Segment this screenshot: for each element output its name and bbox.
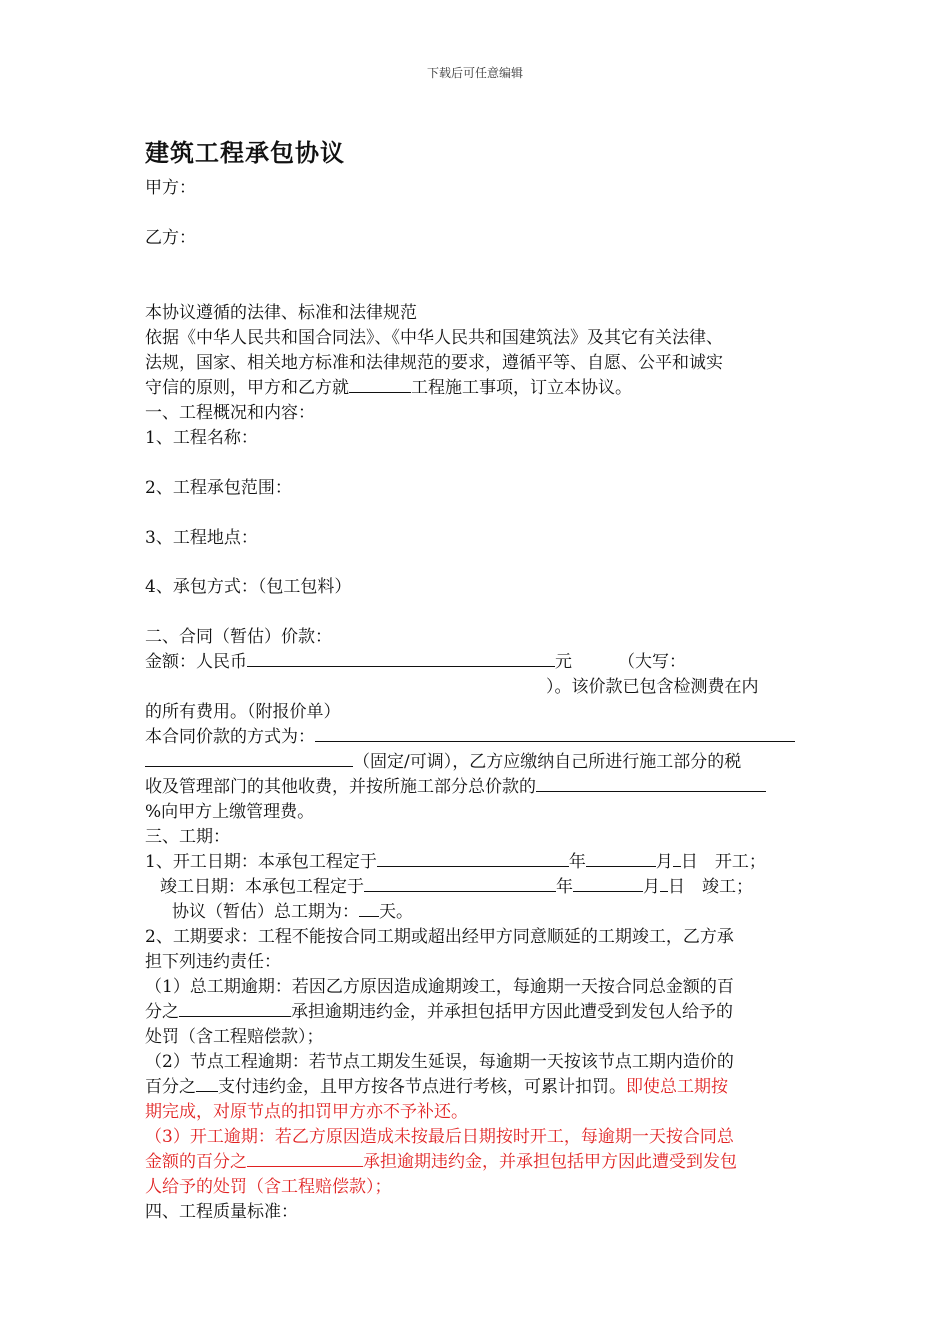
total-days-blank: [359, 900, 379, 917]
end-day-label: 日 竣工；: [668, 877, 753, 897]
price-method-blank: [315, 725, 795, 742]
penalty-2-percent-blank: [196, 1075, 218, 1092]
end-date-label: 竣工日期：本承包工程定于: [160, 877, 364, 897]
penalty-2-line-1: （2）节点工程逾期：若节点工期发生延误，每逾期一天按该节点工期内造价的: [145, 1052, 734, 1072]
price-method-text: （固定/可调），乙方应缴纳自己所进行施工部分的税: [353, 752, 742, 772]
item-project-name: 1、工程名称：: [145, 428, 258, 448]
project-name-blank: [349, 376, 411, 393]
requirement-line-1: 2、工期要求：工程不能按合同工期或超出经甲方同意顺延的工期竣工，乙方承: [145, 927, 734, 947]
end-year-label: 年: [556, 877, 573, 897]
total-duration-line: [172, 900, 413, 924]
price-method-blank-2: [145, 750, 353, 767]
total-duration-label: 协议（暂估）总工期为：: [172, 902, 359, 922]
section-4-heading: 四、工程质量标准：: [145, 1202, 298, 1222]
penalty-2-line-3: 期完成，对原节点的扣罚甲方亦不予补还。: [145, 1102, 468, 1122]
basis-line-3: [145, 376, 632, 400]
end-day-blank: [660, 875, 668, 892]
amount-blank: [247, 650, 555, 667]
start-month-label: 月: [655, 852, 673, 872]
amount-unit: 元: [555, 652, 572, 672]
end-month-label: 月: [643, 877, 660, 897]
penalty-1-line-2: [145, 1000, 733, 1024]
penalty-2-red-text: 即使总工期按: [626, 1077, 728, 1097]
end-date-line: [160, 875, 753, 899]
end-month-blank: [573, 875, 643, 892]
penalty-1-percent-blank: [179, 1000, 291, 1017]
penalty-2-line-2: [145, 1075, 728, 1099]
penalty-3-percent-blank: [247, 1150, 363, 1167]
price-method-line-2: [145, 750, 741, 774]
penalty-3-line-1: （3）开工逾期：若乙方原因造成未按最后日期按时开工，每逾期一天按合同总: [145, 1127, 734, 1147]
item-contract-scope: 2、工程承包范围：: [145, 478, 292, 498]
start-day-label: 日 开工；: [680, 852, 766, 872]
amount-line: [145, 650, 686, 674]
penalty-2-percent-label: 百分之: [145, 1077, 196, 1097]
amount-line-3: 的所有费用。（附报价单）: [145, 702, 341, 722]
penalty-2-text: 支付违约金，且甲方按各节点进行考核，可累计扣罚。: [218, 1077, 626, 1097]
start-month-blank: [586, 850, 656, 867]
end-year-blank: [364, 875, 556, 892]
fee-line-2: %向甲方上缴管理费。: [145, 802, 315, 822]
penalty-1-line-1: （1）总工期逾期：若因乙方原因造成逾期竣工，每逾期一天按合同总金额的百: [145, 977, 734, 997]
basis-line-3-start: 守信的原则，甲方和乙方就: [145, 378, 349, 398]
item-contract-method: 4、承包方式：（包工包料）: [145, 577, 352, 597]
penalty-3-text: 承担逾期违约金，并承担包括甲方因此遭受到发包: [363, 1152, 737, 1172]
document-title: 建筑工程承包协议: [145, 139, 345, 167]
section-3-heading: 三、工期：: [145, 827, 230, 847]
amount-capital-label: （大写：: [618, 652, 686, 672]
penalty-3-percent-label: 金额的百分之: [145, 1152, 247, 1172]
party-a-line: 甲方：: [145, 178, 196, 198]
section-1-heading: 一、工程概况和内容：: [145, 403, 315, 423]
price-method-label: 本合同价款的方式为：: [145, 727, 315, 747]
amount-line-2: ）。该价款已包含检测费在内: [546, 677, 759, 697]
fee-line: [145, 775, 766, 799]
fee-text: 收及管理部门的其他收费，并按所施工部分总价款的: [145, 777, 536, 797]
requirement-line-2: 担下列违约责任：: [145, 952, 281, 972]
start-year-label: 年: [568, 852, 586, 872]
fee-percent-blank: [536, 775, 766, 792]
price-method-line: [145, 725, 795, 749]
start-day-blank: [673, 850, 681, 867]
start-date-label: 1、开工日期：本承包工程定于: [145, 852, 377, 872]
total-days-unit: 天。: [379, 902, 413, 922]
penalty-1-line-3: 处罚（含工程赔偿款）；: [145, 1027, 324, 1047]
basis-line-3-end: 工程施工事项，订立本协议。: [411, 378, 632, 398]
header-note: 下载后可任意编辑: [426, 66, 523, 80]
item-project-location: 3、工程地点：: [145, 528, 258, 548]
section-2-heading: 二、合同（暂估）价款：: [145, 627, 332, 647]
penalty-1-text: 承担逾期违约金，并承担包括甲方因此遭受到发包人给予的: [291, 1002, 733, 1022]
party-b-line: 乙方：: [145, 228, 196, 248]
amount-label: 金额：人民币: [145, 652, 247, 672]
start-year-blank: [377, 850, 569, 867]
penalty-3-line-2: [145, 1150, 737, 1174]
basis-line-2: 法规，国家、相关地方标准和法律规范的要求，遵循平等、自愿、公平和诚实: [145, 353, 723, 373]
penalty-1-percent-label: 分之: [145, 1002, 179, 1022]
basis-line-1: 依据《中华人民共和国合同法》、《中华人民共和国建筑法》及其它有关法律、: [145, 328, 723, 348]
penalty-3-line-3: 人给予的处罚（含工程赔偿款）；: [145, 1177, 392, 1197]
basis-heading: 本协议遵循的法律、标准和法律规范: [145, 303, 417, 323]
start-date-line: [145, 850, 766, 874]
